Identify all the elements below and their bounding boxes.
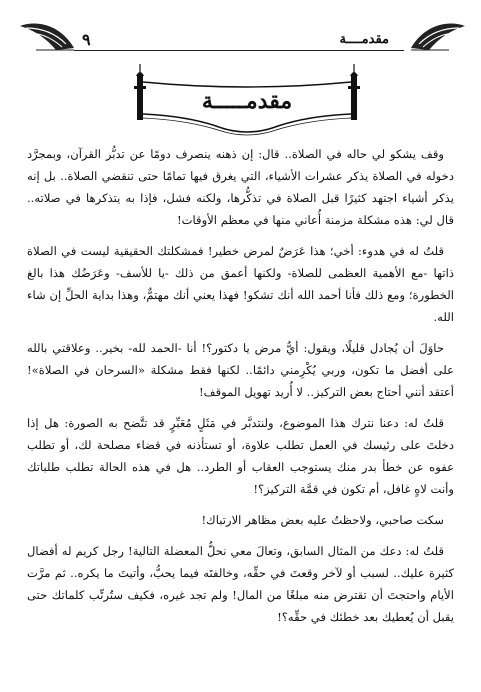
paragraph: قلتُ له في هدوء: أخي؛ هذا عَرَضٌ لمرض خطير! فمشكلتك الحقيقية ليست في الصلاة ذاتها -مع الأهمية العظمى للصلاة- ولكنها أعمق من ذلك -يا للأسف- وعَرَضُك هذا بالغ الخطورة؛ ومع ذلك فأنا أحمد الله أنك تشكو! فهذا يعني أنك مهتمٌّ، وهذا بداية الحلِّ إن شاء الله. — [27, 244, 454, 324]
body-text — [27, 143, 454, 637]
paragraph: قلتُ له: دعنا نترك هذا الموضوع، ولنتدبَّر في مَثَلٍ مُعَبِّرٍ قد تتَّضح به الصورة: هل إذا دخلتَ على رئيسك في العمل تطلب علاوة، أو تستأذنه في قضاء مصلحة لك، أو تطلب عفوه عن خطأ بدر منك يستوجب العقاب أو الطرد.. هل في هذه الحالة تطلب طلباتك وأنت لاهٍ غافل، أم تكون في قمَّة التركيز؟! — [27, 416, 454, 496]
chapter-title: مقدمـــــة — [201, 88, 293, 114]
feather-ornament-left-icon — [18, 18, 76, 54]
running-title: مقدمــــة — [339, 32, 389, 47]
chapter-title-frame — [126, 62, 368, 140]
feather-ornament-right-icon — [409, 18, 467, 54]
paragraph: قلتُ له: دعك من المثال السابق، وتعالَ معي نحلُّ المعضلة التالية! رجل كريم له أفضال كثيرة عليك.. لسبب أو لآخر وقعتَ في حقِّه، وخالفتَه فيما يحبُّ، وأتيتَ ما يكره.. ثم مرَّت الأيام واحتجتَ أن تقترض منه مبلغًا من المال! ولم تجد غيره، فكيف ستُرتِّب كلماتك حتى يقبل أن يُعطيك بعد خطئك في حقِّه؟! — [27, 544, 454, 624]
paragraph: سكت صاحبي، ولاحظتُ عليه بعض مظاهر الارتباك! — [201, 513, 444, 527]
header-rule — [74, 50, 404, 51]
page-number: ٩ — [82, 30, 91, 49]
page-header — [0, 0, 481, 70]
paragraph: حاوَلَ أن يُجادل قليلًا، ويقول: أيُّ مرض يا دكتور؟! أنا -الحمد لله- بخير.. وعلاقتي بالله على أفضل ما تكون، وربي يُكْرِمني دائمًا.. لكنها فقط مشكلة «السرحان في الصلاة»! أعتقد أنني أحتاج بعض التركيز.. لا أُريد تهويل الموقف! — [27, 341, 454, 399]
paragraph: وقف يشكو لي حاله في الصلاة.. قال: إن ذهنه ينصرف دومًا عن تدبُّر القرآن، وبمجرَّد دخوله في الصلاة يذكر عشرات الأشياء، التي يغرق فيها تمامًا حتى تنقضي الصلاة.. بل إنه يذكر أشياء اجتهد كثيرًا قبل الصلاة في تذكُّرها، ولكنه فشل، فإذا به يتذكرها في صلاته.. قال لي: هذه مشكلة مزمنة أُعاني منها في معظم الأوقات! — [27, 147, 454, 227]
